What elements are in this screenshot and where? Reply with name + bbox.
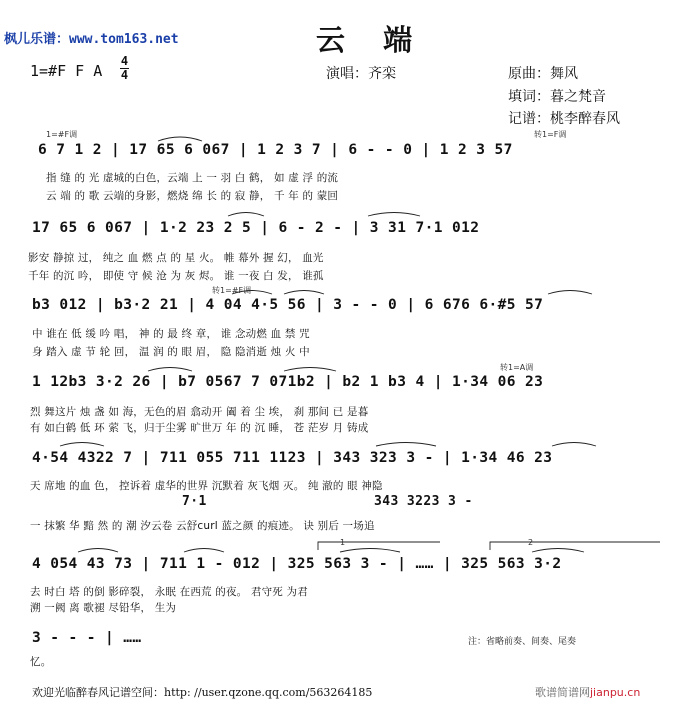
lyrics-row-3b: 身 踏入 虚 节 轮 回， 温 润 的 眼 眉， 隐 隐消逝 烛 火 中 xyxy=(32,346,310,358)
slur xyxy=(78,549,118,553)
notes-row-5: 4·54 4322 7 | 711 055 711 1123 | 343 323 3 - | 1·34 46 23 xyxy=(32,450,553,466)
volta-1-label: 1 xyxy=(340,538,346,547)
lyrics-row-5b: 一 抹繁 华 黯 然 的 潮 汐云卷 云舒curl 蓝之颜 的痕迹。 诀 别后 一场追 xyxy=(30,520,375,532)
modulation-mark-2: 转1=#F调 xyxy=(212,286,252,295)
lyrics-row-4b: 有 如白鹤 低 环 萦 飞，归于尘雾 旷世万 年 的 沉 睡， 苍 茫岁 月 铸成 xyxy=(30,422,369,434)
notes-row-6: 4 054 43 73 | 711 1 - 012 | 325 563 3 - | …… | 325 563 3·2 xyxy=(32,556,562,572)
volta-2-label: 2 xyxy=(528,538,534,547)
lyrics-row-3a: 中 谁在 低 缓 吟 唱， 神 的 最 终 章， 谁 念动燃 血 禁 咒 xyxy=(32,328,310,340)
slur xyxy=(158,137,202,141)
singer: 演唱：齐栾 xyxy=(326,66,396,82)
slur xyxy=(532,549,584,553)
slur xyxy=(368,213,420,217)
slur xyxy=(552,443,596,447)
lyrics-row-1b: 云 端 的 歌 云端的身影，燃烧 绵 长 的 寂 静， 千 年 的 蒙回 xyxy=(46,190,339,202)
key-mark-1: 1=#F调 xyxy=(46,130,78,139)
transcriber-credit: 记谱：桃李醉春风 xyxy=(508,111,620,127)
key-signature: 1=#F F A xyxy=(30,62,103,80)
notes-row-4: 1 12b3 3·2 26 | b7 0567 7 071b2 | b2 1 b3 4 | 1·34 06 23 xyxy=(32,374,544,390)
slur xyxy=(148,368,192,372)
notes-row-3: b3 012 | b3·2 21 | 4 04 4·5 56 | 3 - - 0 | 6 676 6·#5 57 xyxy=(32,297,544,313)
site-label[interactable]: 枫儿乐谱：www.tom163.net xyxy=(4,32,179,47)
lyricist-credit: 填词：暮之梵音 xyxy=(508,89,606,105)
original-credit: 原曲：舞风 xyxy=(508,66,578,82)
lyrics-row-2b: 千年 的沉 吟， 即使 守 候 沧 为 灰 烬。 谁 一夜 白 发， 谁孤 xyxy=(28,270,324,282)
volta-bracket-2 xyxy=(490,542,660,550)
modulation-mark-1: 转1=F调 xyxy=(534,130,567,139)
notes-row-1: 6 7 1 2 | 17 65 6 067 | 1 2 3 7 | 6 - - 0 | 1 2 3 57 xyxy=(38,142,513,158)
lyrics-row-4a: 烈 舞这片 烛 盏 如 海，无色的眉 翕动开 阖 着 尘 埃， 刹 那间 已 是暮 xyxy=(30,406,369,418)
notes-row-5-extra-a: 7·1 xyxy=(182,494,207,509)
slur xyxy=(284,291,324,295)
slur xyxy=(184,549,224,553)
notes-row-7: 3 - - - | …… xyxy=(32,630,142,646)
slur xyxy=(548,291,592,295)
watermark-text: 歌谱简谱网 xyxy=(535,686,590,699)
slur xyxy=(60,443,104,447)
lyrics-row-6b: 溯 一阙 离 歌褪 尽铅华， 生为 xyxy=(30,602,177,614)
lyrics-row-5a: 天 席地 的血 色， 控诉着 虚华的世界 沉默着 灰飞烟 灭。 纯 澈的 眼 神隐 xyxy=(30,480,383,492)
slur xyxy=(232,291,272,295)
slur xyxy=(340,549,400,553)
lyrics-row-2a: 影安 静掠 过， 纯之 血 燃 点 的 星 火。 帷 幕外 握 幻， 血光 xyxy=(28,252,324,264)
lyrics-row-7a: 忆。 xyxy=(30,656,52,668)
slur xyxy=(228,213,264,217)
lyrics-row-1a: 指 缝 的 光 虚城的白色，云端 上 一 羽 白 鹤， 如 虚 浮 的流 xyxy=(46,172,339,184)
lyrics-row-6a: 去 时白 塔 的倒 影碎裂， 永眠 在西荒 的夜。 君守死 为君 xyxy=(30,586,308,598)
notes-row-2: 17 65 6 067 | 1·2 23 2 5 | 6 - 2 - | 3 31 7·1 012 xyxy=(32,220,480,236)
time-top: 4 xyxy=(120,54,129,68)
modulation-mark-3: 转1=A调 xyxy=(500,363,534,372)
slur xyxy=(376,443,436,447)
time-bottom: 4 xyxy=(120,68,129,82)
song-title: 云 端 xyxy=(316,23,427,57)
welcome-line[interactable]: 欢迎光临醉春风记谱空间：http: //user.qzone.qq.com/563264185 xyxy=(32,686,373,699)
notes-row-5-extra-b: 343 3223 3 - xyxy=(374,494,473,509)
watermark-url: jianpu.cn xyxy=(590,686,641,699)
slur xyxy=(284,368,336,372)
footnote: 注：省略前奏、间奏、尾奏 xyxy=(468,637,577,647)
